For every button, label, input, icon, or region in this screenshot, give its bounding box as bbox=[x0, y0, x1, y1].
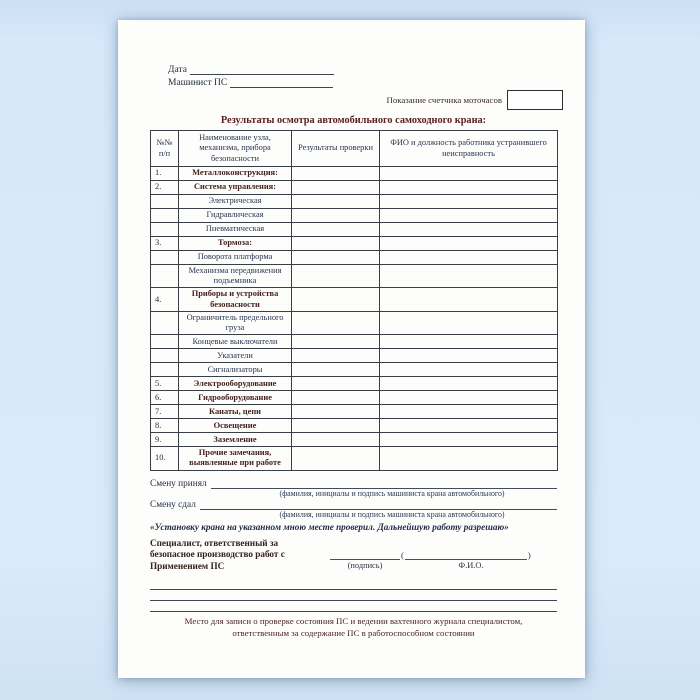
top-fields bbox=[168, 62, 557, 88]
row-label-cell: Гидрооборудование bbox=[179, 391, 292, 405]
date-field-row bbox=[168, 62, 557, 75]
row-result-cell bbox=[292, 419, 380, 433]
row-num-cell: 10. bbox=[151, 447, 179, 470]
table-row bbox=[151, 363, 558, 377]
footer-note bbox=[150, 616, 557, 639]
row-fio-cell bbox=[380, 377, 558, 391]
fio-blank-line bbox=[405, 551, 527, 560]
row-num-cell bbox=[151, 311, 179, 334]
row-label-cell: Механизма передвижения подъемника bbox=[179, 265, 292, 288]
row-fio-cell bbox=[380, 251, 558, 265]
date-label: Дата bbox=[168, 65, 187, 75]
specialist-title-line3: Применением ПС bbox=[150, 560, 225, 571]
row-label-cell: Приборы и устройства безопасности bbox=[179, 288, 292, 311]
row-label-cell: Прочие замечания, выявленные при работе bbox=[179, 447, 292, 470]
row-result-cell bbox=[292, 377, 380, 391]
table-row bbox=[151, 181, 558, 195]
row-result-cell bbox=[292, 311, 380, 334]
table-row bbox=[151, 288, 558, 311]
row-result-cell bbox=[292, 209, 380, 223]
paren-open: ( bbox=[401, 549, 404, 560]
row-label-cell: Электрическая bbox=[179, 195, 292, 209]
shift-received-row bbox=[150, 477, 557, 489]
row-num-cell: 9. bbox=[151, 433, 179, 447]
inspection-table-body bbox=[151, 167, 558, 471]
write-in-rule-1 bbox=[150, 589, 557, 590]
machinist-field-row bbox=[168, 75, 557, 88]
footer-note-line1: Место для записи о проверке состояния ПС и ведении вахтенного журнала специалистом, bbox=[184, 616, 523, 626]
specialist-title bbox=[150, 538, 330, 573]
write-in-rule-2 bbox=[150, 600, 557, 601]
row-fio-cell bbox=[380, 419, 558, 433]
row-num-cell bbox=[151, 251, 179, 265]
shift-received-note: (фамилия, инициалы и подпись машиниста крана автомобильного) bbox=[279, 488, 505, 498]
table-row bbox=[151, 433, 558, 447]
signature-lines bbox=[330, 551, 557, 560]
approval-quote: «Установку крана на указанном мною месте проверил. Дальнейшую работу разрешаю» bbox=[150, 521, 509, 532]
row-num-cell: 7. bbox=[151, 405, 179, 419]
row-fio-cell bbox=[380, 447, 558, 470]
row-label-cell: Система управления: bbox=[179, 181, 292, 195]
row-fio-cell bbox=[380, 167, 558, 181]
row-fio-cell bbox=[380, 209, 558, 223]
row-label-cell: Концевые выключатели bbox=[179, 335, 292, 349]
signature-caption: (подпись) bbox=[347, 560, 383, 570]
meter-row bbox=[150, 90, 563, 110]
row-result-cell bbox=[292, 223, 380, 237]
inspection-form-page bbox=[118, 20, 585, 678]
row-fio-cell bbox=[380, 433, 558, 447]
footer-section bbox=[150, 589, 557, 639]
row-num-cell: 2. bbox=[151, 181, 179, 195]
shift-handed-row bbox=[150, 498, 557, 510]
row-num-cell: 3. bbox=[151, 237, 179, 251]
col-header-name: Наименование узла, механизма, прибора безопасности bbox=[179, 131, 292, 167]
row-result-cell bbox=[292, 195, 380, 209]
row-label-cell: Поворота платформа bbox=[179, 251, 292, 265]
row-num-cell bbox=[151, 195, 179, 209]
row-result-cell bbox=[292, 405, 380, 419]
row-label-cell: Освещение bbox=[179, 419, 292, 433]
row-label-cell: Ограничитель предельного груза bbox=[179, 311, 292, 334]
signature-blank-line bbox=[330, 551, 400, 560]
shift-received-label: Смену принял bbox=[150, 478, 207, 489]
write-in-rule-3 bbox=[150, 611, 557, 612]
meter-label: Показание счетчика моточасов bbox=[386, 95, 502, 105]
inspection-table bbox=[150, 130, 558, 471]
row-result-cell bbox=[292, 391, 380, 405]
table-row bbox=[151, 335, 558, 349]
row-label-cell: Заземление bbox=[179, 433, 292, 447]
row-num-cell bbox=[151, 335, 179, 349]
row-fio-cell bbox=[380, 335, 558, 349]
row-label-cell: Металлоконструкция: bbox=[179, 167, 292, 181]
row-num-cell: 4. bbox=[151, 288, 179, 311]
row-fio-cell bbox=[380, 391, 558, 405]
specialist-section bbox=[150, 538, 557, 573]
shift-section bbox=[150, 477, 557, 519]
machinist-label: Машинист ПС bbox=[168, 78, 228, 88]
table-row bbox=[151, 419, 558, 433]
form-title: Результаты осмотра автомобильного самоходного крана: bbox=[220, 115, 487, 126]
row-result-cell bbox=[292, 288, 380, 311]
col-header-fio: ФИО и должность работника устранившего неисправность bbox=[380, 131, 558, 167]
row-fio-cell bbox=[380, 311, 558, 334]
row-result-cell bbox=[292, 335, 380, 349]
row-label-cell: Канаты, цепи bbox=[179, 405, 292, 419]
table-header-row bbox=[151, 131, 558, 167]
table-row bbox=[151, 195, 558, 209]
row-result-cell bbox=[292, 349, 380, 363]
row-num-cell bbox=[151, 265, 179, 288]
row-num-cell: 5. bbox=[151, 377, 179, 391]
table-row bbox=[151, 391, 558, 405]
row-label-cell: Сигнализаторы bbox=[179, 363, 292, 377]
row-label-cell: Тормоза: bbox=[179, 237, 292, 251]
row-fio-cell bbox=[380, 223, 558, 237]
fio-caption: Ф.И.О. bbox=[458, 560, 484, 570]
shift-received-blank-line bbox=[211, 479, 557, 489]
shift-handed-label: Смену сдал bbox=[150, 499, 196, 510]
table-row bbox=[151, 311, 558, 334]
row-num-cell bbox=[151, 223, 179, 237]
row-result-cell bbox=[292, 251, 380, 265]
signature-labels bbox=[330, 561, 557, 570]
row-fio-cell bbox=[380, 288, 558, 311]
row-result-cell bbox=[292, 181, 380, 195]
row-result-cell bbox=[292, 433, 380, 447]
shift-handed-note: (фамилия, инициалы и подпись машиниста крана автомобильного) bbox=[279, 509, 505, 519]
signature-block bbox=[330, 538, 557, 573]
row-label-cell: Гидравлическая bbox=[179, 209, 292, 223]
row-label-cell: Пневматическая bbox=[179, 223, 292, 237]
table-row bbox=[151, 377, 558, 391]
specialist-title-line1: Специалист, ответственный за bbox=[150, 537, 279, 548]
table-row bbox=[151, 265, 558, 288]
footer-note-line2: ответственным за содержание ПС в работоспособном состоянии bbox=[232, 627, 475, 638]
row-result-cell bbox=[292, 363, 380, 377]
row-num-cell bbox=[151, 209, 179, 223]
row-fio-cell bbox=[380, 265, 558, 288]
row-fio-cell bbox=[380, 181, 558, 195]
row-result-cell bbox=[292, 265, 380, 288]
row-num-cell: 8. bbox=[151, 419, 179, 433]
row-num-cell: 1. bbox=[151, 167, 179, 181]
row-label-cell: Электрооборудование bbox=[179, 377, 292, 391]
row-result-cell bbox=[292, 237, 380, 251]
table-row bbox=[151, 209, 558, 223]
row-result-cell bbox=[292, 447, 380, 470]
table-row bbox=[151, 223, 558, 237]
row-num-cell bbox=[151, 363, 179, 377]
paren-close: ) bbox=[527, 549, 531, 560]
meter-value-box bbox=[507, 90, 563, 110]
table-row bbox=[151, 349, 558, 363]
table-row bbox=[151, 447, 558, 470]
machinist-blank-line bbox=[230, 77, 333, 88]
shift-handed-blank-line bbox=[200, 500, 557, 510]
specialist-title-line2: безопасное производство работ с bbox=[150, 549, 285, 560]
row-result-cell bbox=[292, 167, 380, 181]
table-row bbox=[151, 405, 558, 419]
date-blank-line bbox=[190, 64, 334, 75]
row-fio-cell bbox=[380, 195, 558, 209]
table-row bbox=[151, 251, 558, 265]
row-fio-cell bbox=[380, 405, 558, 419]
table-row bbox=[151, 237, 558, 251]
row-num-cell: 6. bbox=[151, 391, 179, 405]
row-fio-cell bbox=[380, 363, 558, 377]
table-row bbox=[151, 167, 558, 181]
col-header-result: Результаты проверки bbox=[292, 131, 380, 167]
row-fio-cell bbox=[380, 349, 558, 363]
row-label-cell: Указатели bbox=[179, 349, 292, 363]
row-num-cell bbox=[151, 349, 179, 363]
row-fio-cell bbox=[380, 237, 558, 251]
col-header-num: №№ п/п bbox=[151, 131, 179, 167]
